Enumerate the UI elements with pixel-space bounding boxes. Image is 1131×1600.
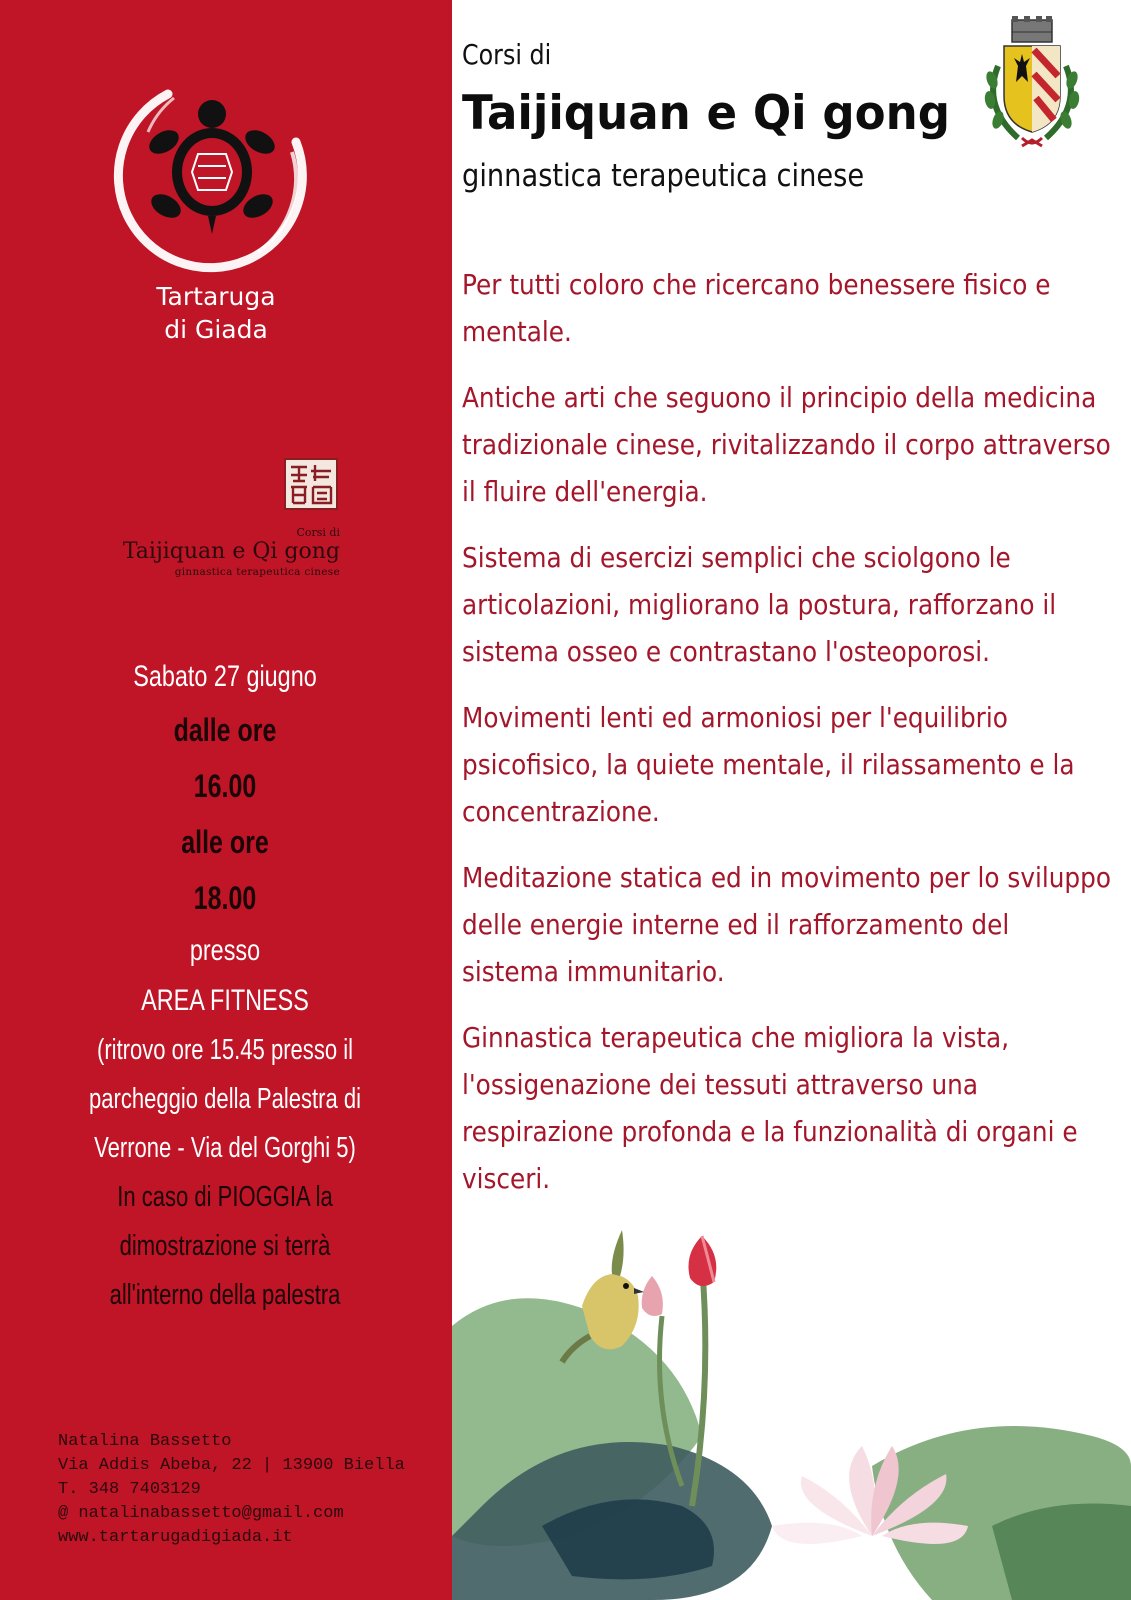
event-rain-line-3: all'interno della palestra [109,1279,341,1311]
event-from-label: dalle ore [173,712,277,748]
contact-name: Natalina Bassetto [58,1432,232,1451]
contact-website: www.tartarugadigiada.it [58,1528,293,1547]
paragraph: Ginnastica terapeutica che migliora la vista, l'ossigenazione dei tessuti attraverso una respirazione profonda e la funzionalità di organi e visceri. [462,1022,1078,1195]
event-at-label: presso [189,934,261,967]
turtle-icon [108,72,316,280]
small-title-pre: Corsi di [296,526,340,539]
paragraph: Per tutti coloro che ricercano benessere fisico e mentale. [462,269,1051,348]
event-meeting-line-1: (ritrovo ore 15.45 presso il [96,1034,354,1066]
event-from-time: 16.00 [193,768,257,804]
paragraph: Sistema di esercizi semplici che sciolgono le articolazioni, migliorano la postura, rafforzano il sistema osseo e contrastano l'osteoporosi. [462,542,1057,668]
paragraph: Meditazione statica ed in movimento per lo sviluppo delle energie interne ed il rafforzamento del sistema immunitario. [462,862,1111,988]
contact-info [58,1430,405,1550]
paragraph: Antiche arti che seguono il principio della medicina tradizionale cinese, rivitalizzando il corpo attraverso il fluire dell'energia. [462,382,1111,508]
event-to-label: alle ore [181,824,269,860]
event-meeting-line-3: Verrone - Via del Gorghi 5) [94,1132,356,1164]
municipal-crest-icon [978,16,1086,156]
page-subtitle: ginnastica terapeutica cinese [462,158,865,194]
event-details [20,652,430,1320]
small-title-block [76,526,340,580]
contact-address: Via Addis Abeba, 22 | 13900 Biella [58,1456,405,1475]
event-venue: AREA FITNESS [141,984,309,1017]
brand-name: Tartaruga di Giada [156,282,276,344]
lotus-bird-painting [452,1206,1131,1600]
chinese-seal-icon [283,457,339,511]
event-to-time: 18.00 [193,880,257,916]
paragraph: Movimenti lenti ed armoniosi per l'equilibrio psicofisico, la quiete mentale, il rilassamento e la concentrazione. [462,702,1075,828]
page-title: Taijiquan e Qi gong [462,86,951,141]
event-rain-line-2: dimostrazione si terrà [119,1230,331,1262]
header-pre: Corsi di [462,38,552,71]
contact-phone: T. 348 7403129 [58,1480,201,1499]
contact-email: @ natalinabassetto@gmail.com [58,1504,344,1523]
event-meeting-line-2: parcheggio della Palestra di [88,1083,362,1115]
event-date: Sabato 27 giugno [133,660,317,693]
small-title: Taijiquan e Qi gong [122,539,340,564]
small-title-subtitle: ginnastica terapeutica cinese [174,566,340,578]
event-rain-line-1: In caso di PIOGGIA la [117,1181,333,1213]
description [462,262,1112,1222]
